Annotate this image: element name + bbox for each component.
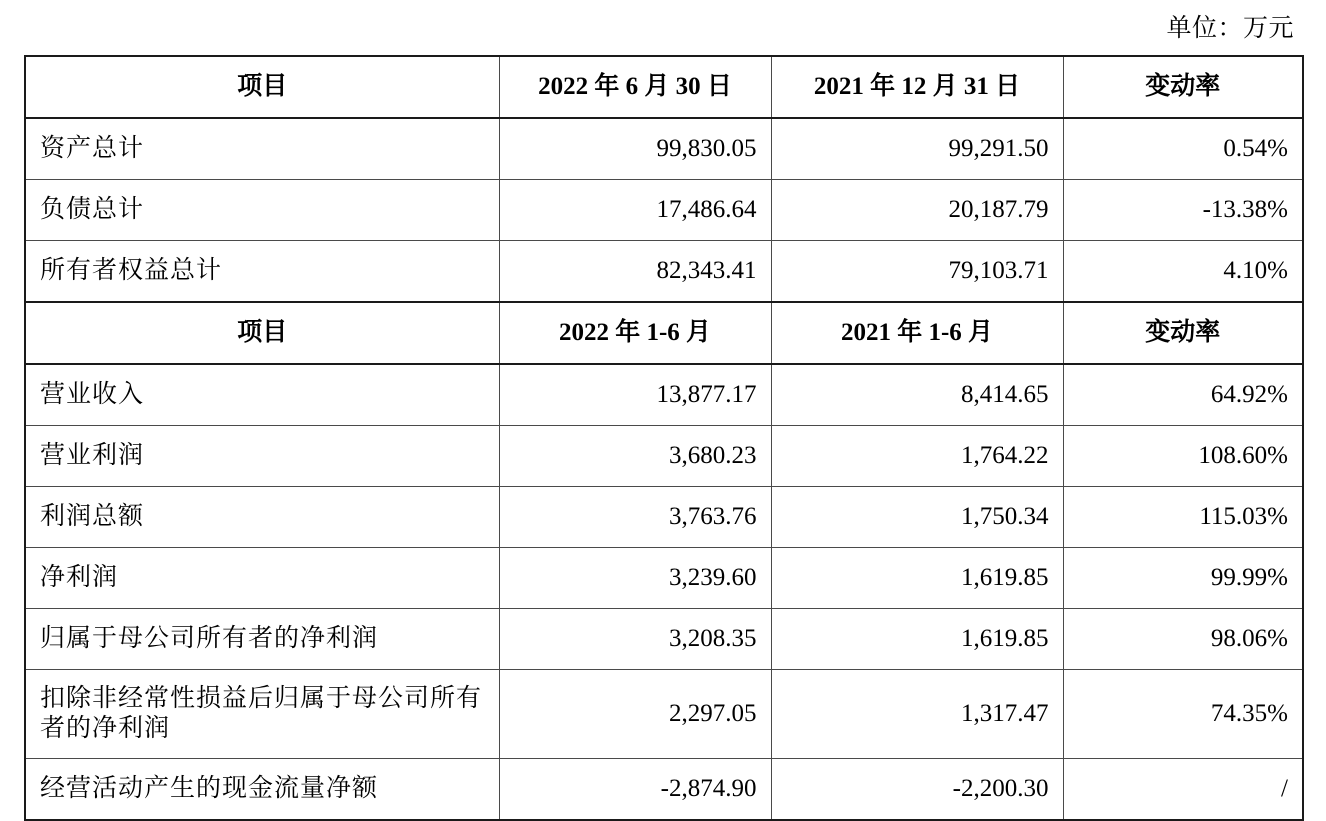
row-label: 营业收入 [25,364,499,426]
row-value-period-1: 13,877.17 [499,364,771,426]
unit-note: 单位：万元 [1166,15,1294,42]
table-row [25,487,1303,548]
row-label: 营业利润 [25,426,499,487]
row-value-period-2: 99,291.50 [771,118,1063,180]
row-value-period-2: 79,103.71 [771,241,1063,303]
table-header-row-income [25,302,1303,364]
column-header-period-2: 2021 年 12 月 31 日 [771,56,1063,118]
row-value-period-2: -2,200.30 [771,759,1063,821]
row-label: 归属于母公司所有者的净利润 [25,609,499,670]
row-label: 经营活动产生的现金流量净额 [25,759,499,821]
row-value-period-2: 1,764.22 [771,426,1063,487]
row-value-period-2: 8,414.65 [771,364,1063,426]
row-change-rate: -13.38% [1063,180,1303,241]
table-row [25,241,1303,303]
row-label: 资产总计 [25,118,499,180]
table-row [25,364,1303,426]
column-header-item: 项目 [25,302,499,364]
row-change-rate: 4.10% [1063,241,1303,303]
row-value-period-2: 1,619.85 [771,609,1063,670]
row-value-period-1: 82,343.41 [499,241,771,303]
row-value-period-1: 3,239.60 [499,548,771,609]
table-row [25,670,1303,759]
column-header-period-1: 2022 年 6 月 30 日 [499,56,771,118]
row-value-period-1: 2,297.05 [499,670,771,759]
row-change-rate: 0.54% [1063,118,1303,180]
table-row [25,180,1303,241]
row-value-period-2: 1,317.47 [771,670,1063,759]
row-change-rate: / [1063,759,1303,821]
column-header-item: 项目 [25,56,499,118]
table-row [25,118,1303,180]
financial-table-wrapper [24,55,1302,821]
row-value-period-2: 1,619.85 [771,548,1063,609]
column-header-period-1: 2022 年 1-6 月 [499,302,771,364]
row-value-period-1: 99,830.05 [499,118,771,180]
row-label: 负债总计 [25,180,499,241]
table-header-row-balance [25,56,1303,118]
row-value-period-2: 1,750.34 [771,487,1063,548]
row-value-period-2: 20,187.79 [771,180,1063,241]
row-change-rate: 99.99% [1063,548,1303,609]
column-header-change-rate: 变动率 [1063,56,1303,118]
row-value-period-1: -2,874.90 [499,759,771,821]
row-label: 所有者权益总计 [25,241,499,303]
column-header-change-rate: 变动率 [1063,302,1303,364]
row-change-rate: 98.06% [1063,609,1303,670]
row-change-rate: 115.03% [1063,487,1303,548]
row-change-rate: 108.60% [1063,426,1303,487]
row-value-period-1: 3,763.76 [499,487,771,548]
row-label: 净利润 [25,548,499,609]
table-row [25,426,1303,487]
row-value-period-1: 3,680.23 [499,426,771,487]
row-change-rate: 64.92% [1063,364,1303,426]
row-label: 扣除非经常性损益后归属于母公司所有者的净利润 [25,670,499,759]
row-change-rate: 74.35% [1063,670,1303,759]
row-label: 利润总额 [25,487,499,548]
column-header-period-2: 2021 年 1-6 月 [771,302,1063,364]
table-row [25,548,1303,609]
row-value-period-1: 3,208.35 [499,609,771,670]
financial-summary-table [24,55,1304,821]
table-row [25,759,1303,821]
table-row [25,609,1303,670]
row-value-period-1: 17,486.64 [499,180,771,241]
